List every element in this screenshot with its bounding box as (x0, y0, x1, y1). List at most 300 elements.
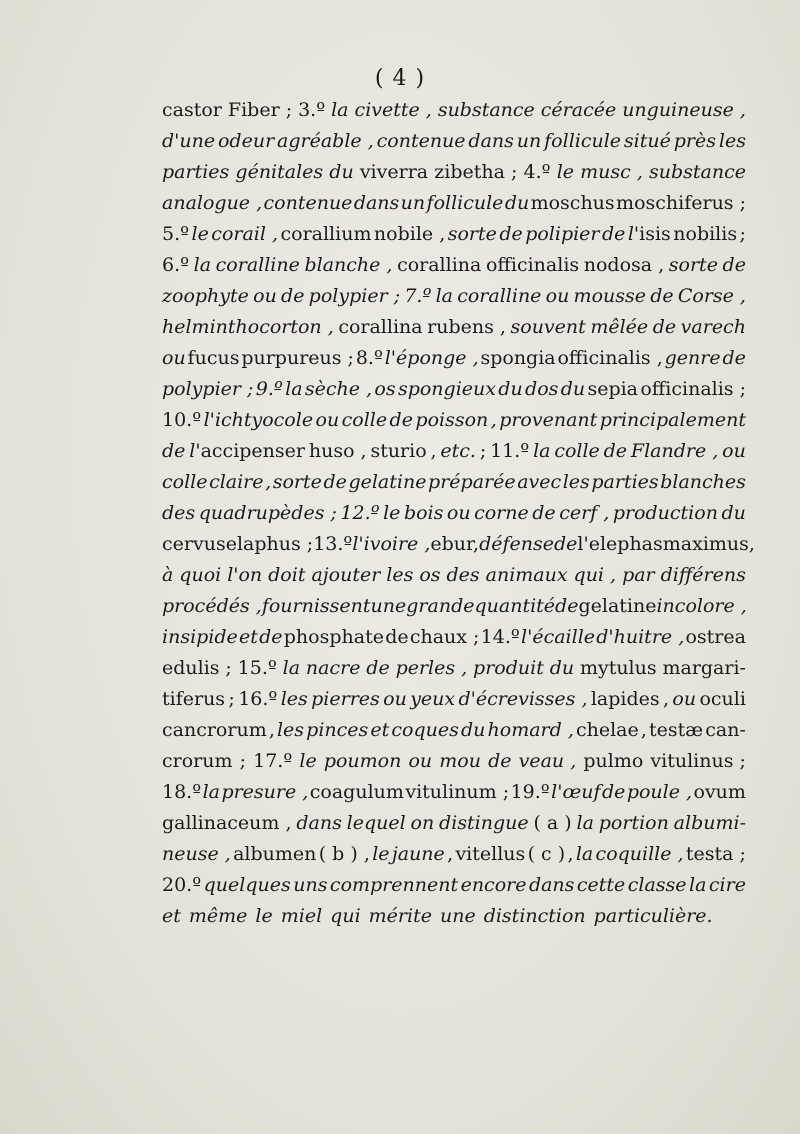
word: 4.º (523, 161, 551, 183)
word: vitulinum ; (405, 781, 510, 803)
word: de (601, 223, 626, 245)
word: ostrea (685, 626, 746, 648)
word: phosphate (283, 626, 384, 648)
text-line (162, 281, 746, 312)
word: zoophyte (162, 285, 249, 307)
word: dans (528, 874, 575, 896)
word: odeur (217, 130, 275, 152)
word: corne (474, 502, 529, 524)
word: fournissent (261, 595, 371, 617)
word: l'isis (627, 223, 671, 245)
word: du (549, 657, 575, 679)
word: l'écaille (521, 626, 596, 648)
word: Flandre , (630, 440, 719, 462)
word: 15.º (237, 657, 277, 679)
word: de (389, 409, 413, 431)
word: de (601, 781, 626, 803)
word: neuse , (162, 843, 231, 865)
word: moschus (530, 192, 615, 214)
word: qui (330, 905, 361, 927)
word: cire (708, 874, 746, 896)
word: , (490, 409, 497, 431)
word: poumon (323, 750, 402, 772)
word: de (554, 533, 578, 555)
word: 14.º (480, 626, 520, 648)
text-line (162, 746, 746, 777)
word: polipier (525, 223, 600, 245)
word: la (282, 657, 301, 679)
word: et (162, 905, 181, 927)
word: dans (468, 130, 514, 152)
word: ou (545, 285, 570, 307)
word: 10.º (162, 409, 202, 431)
word: spongia (480, 347, 556, 369)
word: can- (705, 719, 746, 741)
word: 5.º (162, 223, 190, 245)
text-line (162, 95, 746, 126)
text-line (162, 715, 746, 746)
text-line (162, 157, 746, 188)
word: 11.º (490, 440, 530, 462)
word: procédés , (162, 595, 262, 617)
word: oculi (699, 688, 746, 710)
word: 9.º (255, 378, 283, 400)
word: de (650, 285, 674, 307)
word: polypier ; (308, 285, 401, 307)
word: crorum (162, 750, 233, 772)
text-line (162, 560, 746, 591)
word: l'œuf (551, 781, 601, 803)
word: jaune (391, 843, 445, 865)
word: gelatine (578, 595, 657, 617)
word: pierres (311, 688, 380, 710)
word: du (461, 719, 486, 741)
word: , (567, 843, 574, 865)
word: parties (591, 471, 659, 493)
word: coques (391, 719, 459, 741)
word: coagulum (309, 781, 404, 803)
word: , (430, 440, 437, 462)
word: elaphus ; (225, 533, 314, 555)
word: quoi (179, 564, 222, 586)
word: de (555, 595, 579, 617)
word: insipide (162, 626, 238, 648)
text-line (162, 622, 746, 653)
word: un (516, 130, 542, 152)
word: le (255, 905, 273, 927)
word: mérite (368, 905, 432, 927)
text-line (162, 653, 746, 684)
word: colle (162, 471, 208, 493)
word: et (370, 719, 390, 741)
word: doit (268, 564, 306, 586)
word: la (193, 254, 212, 276)
word: gelatine (348, 471, 427, 493)
word: follicule (426, 192, 504, 214)
text-line (162, 529, 755, 560)
word: cervus (162, 533, 226, 555)
word: l'accipenser (189, 440, 305, 462)
word: coralline (457, 285, 542, 307)
word: d'huitre , (596, 626, 685, 648)
word: un (400, 192, 426, 214)
word: lapides (590, 688, 660, 710)
word: de (488, 750, 512, 772)
word: moschiferus ; (616, 192, 746, 214)
word: vitellus (455, 843, 526, 865)
word: ; (228, 688, 235, 710)
word: nodosa , (583, 254, 665, 276)
word: sorte (447, 223, 497, 245)
word: la civette , (331, 99, 432, 121)
word: helminthocorton , (162, 316, 334, 338)
word: , (447, 843, 454, 865)
word: 19.º (510, 781, 550, 803)
word: edulis (162, 657, 220, 679)
word: de (259, 626, 283, 648)
word: incolore , (656, 595, 747, 617)
word: de (652, 316, 677, 338)
word: parties (162, 161, 230, 183)
word: albumi- (673, 812, 746, 834)
word: ou (253, 285, 277, 307)
word: quelques (203, 874, 291, 896)
text-line (162, 250, 746, 281)
word: particulière. (593, 905, 713, 927)
word: les (718, 130, 746, 152)
word: corallina (397, 254, 482, 276)
word: 7.º (404, 285, 432, 307)
word: distingue (439, 812, 529, 834)
word: de (722, 347, 746, 369)
word: uns (293, 874, 328, 896)
word: pinces (306, 719, 369, 741)
word: blanches (660, 471, 746, 493)
word: pulmo (583, 750, 644, 772)
word: de (499, 223, 523, 245)
word: la (202, 781, 220, 803)
word: sepia (587, 378, 639, 400)
word: zibetha ; (434, 161, 518, 183)
word: cancrorum (162, 719, 267, 741)
word: nobile , (373, 223, 446, 245)
word: une (439, 905, 476, 927)
word: vitulinus ; (650, 750, 746, 772)
word: préparée (428, 471, 516, 493)
word: ajouter (311, 564, 381, 586)
word: du (329, 161, 354, 183)
word: provenant (499, 409, 598, 431)
word: ( a ) (533, 812, 572, 834)
word: animaux (485, 564, 568, 586)
word: le (383, 502, 401, 524)
word: Corse , (677, 285, 746, 307)
word: 12.º (340, 502, 380, 524)
word: blanche , (304, 254, 393, 276)
word: l'elephas (577, 533, 663, 555)
text-line (162, 188, 746, 219)
word: les (276, 719, 305, 741)
word: dans (296, 812, 342, 834)
word: ovum (693, 781, 746, 803)
word: la (285, 378, 303, 400)
word: une (370, 595, 407, 617)
word: mou (439, 750, 481, 772)
word: de (603, 440, 628, 462)
text-line (162, 870, 746, 901)
word: la (435, 285, 453, 307)
text-line (162, 467, 746, 498)
word: ; (479, 440, 487, 462)
word: du (560, 378, 586, 400)
word: différens (660, 564, 746, 586)
word: genre (664, 347, 721, 369)
text-line (162, 901, 746, 932)
word: du (721, 502, 746, 524)
word: follicule (544, 130, 622, 152)
word: miel (280, 905, 323, 927)
word: qui , (573, 564, 617, 586)
word: lequel (346, 812, 406, 834)
word: 8.º (355, 347, 383, 369)
word: encore (460, 874, 527, 896)
word: presure , (221, 781, 309, 803)
word: sèche , (304, 378, 373, 400)
word: 17.º (253, 750, 293, 772)
word: colle (341, 409, 388, 431)
word: spongieux (397, 378, 496, 400)
word: le (299, 750, 317, 772)
body-text (162, 95, 755, 932)
word: par (622, 564, 655, 586)
word: du (498, 378, 523, 400)
word: 13.º (313, 533, 353, 555)
word: l'éponge , (384, 347, 479, 369)
word: à (162, 564, 174, 586)
text-line (162, 312, 746, 343)
word: 6.º (162, 254, 190, 276)
word: cerf , (559, 502, 610, 524)
word: coquille , (595, 843, 684, 865)
word: contenue (263, 192, 353, 214)
word: mousse (573, 285, 646, 307)
word: ou (446, 502, 471, 524)
word: l'ivoire , (352, 533, 431, 555)
word: et (239, 626, 258, 648)
word: ; (739, 223, 746, 245)
word: agréable , (277, 130, 374, 152)
word: ; (225, 657, 232, 679)
word: 18.º (162, 781, 202, 803)
word: cette (576, 874, 626, 896)
word: de (281, 285, 305, 307)
word: albumen (233, 843, 317, 865)
text-line (162, 684, 746, 715)
word: ( c ) (527, 843, 566, 865)
word: ou (315, 409, 340, 431)
word: des (162, 502, 196, 524)
word: corallium (280, 223, 372, 245)
word: ( b ) , (318, 843, 370, 865)
word: grande (406, 595, 475, 617)
word: mytulus (579, 657, 657, 679)
word: ou (722, 440, 746, 462)
word: situé (623, 130, 671, 152)
word: varech (680, 316, 746, 338)
word: défense (479, 533, 554, 555)
word: ou (383, 688, 407, 710)
word: musc , (580, 161, 643, 183)
word: os (374, 378, 396, 400)
word: officinalis ; (640, 378, 746, 400)
word: des (446, 564, 480, 586)
word: officinalis (485, 254, 580, 276)
word: mêlée (590, 316, 649, 338)
text-line (162, 777, 746, 808)
word: corallina (338, 316, 423, 338)
word: souvent (510, 316, 586, 338)
word: chelae (575, 719, 639, 741)
word: nobilis (673, 223, 738, 245)
word: huso , (308, 440, 367, 462)
word: le (372, 843, 390, 865)
word: portion (598, 812, 669, 834)
word: distinction (483, 905, 586, 927)
word: céracée (540, 99, 617, 121)
word: du (504, 192, 530, 214)
word: d'une (162, 130, 216, 152)
word: chaux ; (409, 626, 480, 648)
word: substance (437, 99, 535, 121)
word: sorte (668, 254, 718, 276)
word: corail , (211, 223, 279, 245)
word: contenue (376, 130, 466, 152)
word: poule , (626, 781, 693, 803)
word: les (562, 471, 590, 493)
word: os (419, 564, 441, 586)
word: purpureus ; (241, 347, 354, 369)
word: même (188, 905, 248, 927)
word: claire (209, 471, 264, 493)
word: 3.º (298, 99, 326, 121)
word: , (265, 471, 272, 493)
word: polypier ; (162, 378, 254, 400)
text-line (162, 498, 746, 529)
word: la (533, 440, 551, 462)
word: principalement (599, 409, 746, 431)
word: on (410, 812, 435, 834)
word: substance (649, 161, 746, 183)
word: ; (239, 750, 247, 772)
text-line (162, 839, 746, 870)
word: les (280, 688, 308, 710)
word: les (386, 564, 414, 586)
text-line (162, 343, 746, 374)
word: , (640, 719, 647, 741)
word: d'écrevisses , (458, 688, 588, 710)
word: poisson (415, 409, 489, 431)
word: coralline (215, 254, 300, 276)
word: testæ (649, 719, 704, 741)
word: fucus (187, 347, 240, 369)
word: classe (627, 874, 687, 896)
page-number: ( 4 ) (374, 66, 426, 91)
word: veau , (518, 750, 577, 772)
word: tiferus (162, 688, 226, 710)
word: ou (672, 688, 697, 710)
word: 20.º (162, 874, 202, 896)
word: 16.º (238, 688, 278, 710)
word: testa ; (685, 843, 746, 865)
word: castor Fiber ; (162, 99, 293, 121)
text-line (162, 808, 746, 839)
word: bois (403, 502, 444, 524)
word: la (689, 874, 707, 896)
word: de (722, 254, 746, 276)
word: gallinaceum , (162, 812, 292, 834)
word: la (575, 843, 594, 865)
word: margari- (662, 657, 746, 679)
word: l'on (227, 564, 263, 586)
word: dos (525, 378, 559, 400)
word: génitales (235, 161, 324, 183)
text-line (162, 219, 746, 250)
word: dans (353, 192, 400, 214)
text-line (162, 374, 746, 405)
text-line (162, 436, 746, 467)
word: yeux (410, 688, 456, 710)
word: , (663, 688, 670, 710)
text-line (162, 405, 746, 436)
word: avec (517, 471, 562, 493)
word: officinalis , (557, 347, 663, 369)
text-line (162, 126, 746, 157)
word: production (612, 502, 718, 524)
word: le (191, 223, 209, 245)
word: unguineuse , (622, 99, 746, 121)
word: de (366, 657, 390, 679)
word: ebur, (430, 533, 480, 555)
word: de (162, 440, 186, 462)
word: de (323, 471, 347, 493)
word: quadrupèdes ; (198, 502, 337, 524)
word: près (673, 130, 716, 152)
word: homard , (487, 719, 574, 741)
word: la (576, 812, 594, 834)
word: rubens , (427, 316, 506, 338)
text-line (162, 591, 746, 622)
word: sorte (272, 471, 322, 493)
word: de (385, 626, 409, 648)
word: nacre (305, 657, 361, 679)
word: perles , (395, 657, 468, 679)
word: quantité (474, 595, 556, 617)
word: , (268, 719, 275, 741)
word: le (556, 161, 575, 183)
word: ou (162, 347, 186, 369)
word: etc. (440, 440, 476, 462)
word: de (532, 502, 556, 524)
word: comprennent (329, 874, 459, 896)
word: sturio (370, 440, 427, 462)
word: analogue , (162, 192, 263, 214)
word: ou (408, 750, 433, 772)
word: colle (554, 440, 600, 462)
word: viverra (359, 161, 429, 183)
word: produit (473, 657, 544, 679)
word: l'ichtyocole (203, 409, 314, 431)
word: maximus, (662, 533, 755, 555)
